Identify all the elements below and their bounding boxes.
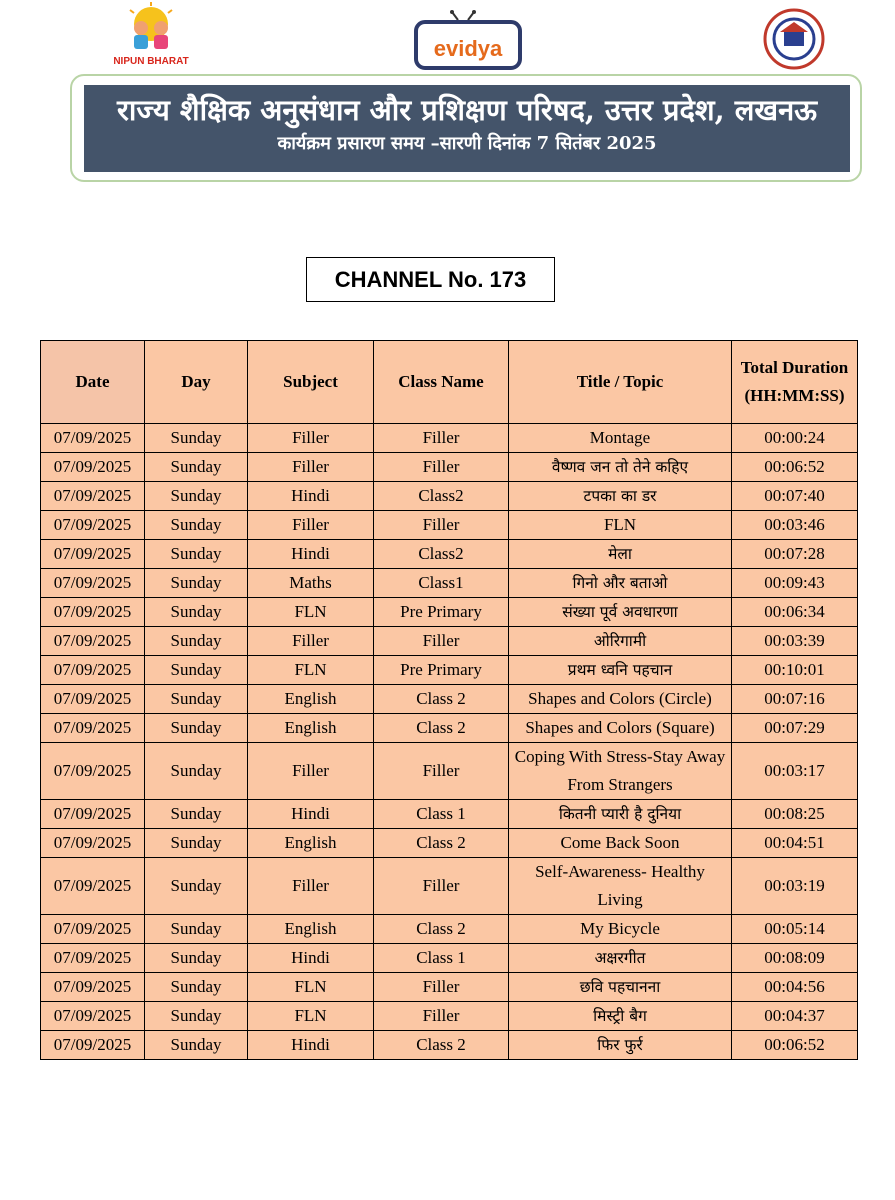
table-row	[41, 656, 858, 685]
cell-class-name: Class 2	[374, 714, 509, 743]
cell-title-topic: FLN	[509, 511, 732, 540]
cell-title-topic: प्रथम ध्वनि पहचान	[509, 656, 732, 685]
cell-date: 07/09/2025	[41, 685, 145, 714]
cell-class-name: Class 2	[374, 1031, 509, 1060]
schedule-table-body	[41, 424, 858, 1060]
cell-day: Sunday	[145, 540, 248, 569]
cell-date: 07/09/2025	[41, 540, 145, 569]
cell-class-name: Filler	[374, 858, 509, 915]
cell-date: 07/09/2025	[41, 714, 145, 743]
cell-class-name: Class 1	[374, 800, 509, 829]
table-row	[41, 482, 858, 511]
cell-date: 07/09/2025	[41, 944, 145, 973]
table-row	[41, 858, 858, 915]
evidya-logo-text: evidya	[433, 36, 503, 61]
cell-title-topic: छवि पहचानना	[509, 973, 732, 1002]
cell-date: 07/09/2025	[41, 973, 145, 1002]
nipun-logo-text: NIPUN BHARAT	[113, 56, 189, 67]
column-header-class-name: Class Name	[374, 341, 509, 424]
cell-subject: FLN	[248, 973, 374, 1002]
page-title: राज्य शैक्षिक अनुसंधान और प्रशिक्षण परिषद, उत्तर प्रदेश, लखनऊ	[116, 93, 818, 127]
cell-duration: 00:04:37	[732, 1002, 858, 1031]
cell-subject: Filler	[248, 743, 374, 800]
cell-class-name: Class 2	[374, 915, 509, 944]
cell-subject: Filler	[248, 424, 374, 453]
cell-duration: 00:04:56	[732, 973, 858, 1002]
table-row	[41, 453, 858, 482]
cell-class-name: Pre Primary	[374, 656, 509, 685]
cell-date: 07/09/2025	[41, 800, 145, 829]
table-row	[41, 540, 858, 569]
cell-day: Sunday	[145, 915, 248, 944]
cell-date: 07/09/2025	[41, 829, 145, 858]
column-header-subject: Subject	[248, 341, 374, 424]
cell-title-topic: Shapes and Colors (Square)	[509, 714, 732, 743]
channel-label: CHANNEL No. 173	[306, 257, 555, 302]
table-row	[41, 829, 858, 858]
cell-title-topic: Shapes and Colors (Circle)	[509, 685, 732, 714]
cell-date: 07/09/2025	[41, 598, 145, 627]
cell-day: Sunday	[145, 973, 248, 1002]
cell-title-topic: टपका का डर	[509, 482, 732, 511]
cell-day: Sunday	[145, 714, 248, 743]
table-row	[41, 714, 858, 743]
cell-duration: 00:08:09	[732, 944, 858, 973]
cell-day: Sunday	[145, 1031, 248, 1060]
cell-title-topic: मेला	[509, 540, 732, 569]
table-row	[41, 800, 858, 829]
table-header-row	[41, 341, 858, 424]
cell-class-name: Filler	[374, 743, 509, 800]
cell-day: Sunday	[145, 569, 248, 598]
cell-class-name: Class 1	[374, 944, 509, 973]
cell-class-name: Filler	[374, 627, 509, 656]
nipun-bharat-logo	[108, 2, 194, 74]
cell-duration: 00:10:01	[732, 656, 858, 685]
cell-duration: 00:08:25	[732, 800, 858, 829]
table-row	[41, 569, 858, 598]
cell-title-topic: संख्या पूर्व अवधारणा	[509, 598, 732, 627]
column-header-title-topic: Title / Topic	[509, 341, 732, 424]
cell-day: Sunday	[145, 511, 248, 540]
cell-day: Sunday	[145, 424, 248, 453]
cell-title-topic: Self-Awareness- Healthy Living	[509, 858, 732, 915]
cell-day: Sunday	[145, 627, 248, 656]
cell-subject: FLN	[248, 598, 374, 627]
cell-subject: Hindi	[248, 800, 374, 829]
cell-subject: Filler	[248, 453, 374, 482]
cell-class-name: Class1	[374, 569, 509, 598]
page-subtitle: कार्यक्रम प्रसारण समय –सारणी दिनांक 7 सितंबर 2025	[277, 133, 657, 154]
cell-class-name: Class2	[374, 482, 509, 511]
column-header-day: Day	[145, 341, 248, 424]
cell-date: 07/09/2025	[41, 858, 145, 915]
cell-title-topic: गिनो और बताओ	[509, 569, 732, 598]
cell-day: Sunday	[145, 944, 248, 973]
cell-subject: Hindi	[248, 482, 374, 511]
cell-title-topic: Montage	[509, 424, 732, 453]
column-header-date: Date	[41, 341, 145, 424]
cell-title-topic: Coping With Stress-Stay Away From Strangers	[509, 743, 732, 800]
cell-subject: Hindi	[248, 1031, 374, 1060]
cell-title-topic: कितनी प्यारी है दुनिया	[509, 800, 732, 829]
table-row	[41, 1002, 858, 1031]
cell-class-name: Filler	[374, 973, 509, 1002]
cell-duration: 00:07:28	[732, 540, 858, 569]
cell-duration: 00:07:40	[732, 482, 858, 511]
cell-duration: 00:07:29	[732, 714, 858, 743]
cell-day: Sunday	[145, 685, 248, 714]
table-row	[41, 685, 858, 714]
cell-duration: 00:06:34	[732, 598, 858, 627]
cell-day: Sunday	[145, 482, 248, 511]
cell-day: Sunday	[145, 656, 248, 685]
cell-duration: 00:00:24	[732, 424, 858, 453]
cell-class-name: Class2	[374, 540, 509, 569]
cell-date: 07/09/2025	[41, 627, 145, 656]
schedule-table	[40, 340, 858, 1060]
cell-day: Sunday	[145, 858, 248, 915]
cell-subject: FLN	[248, 656, 374, 685]
cell-class-name: Class 2	[374, 685, 509, 714]
cell-subject: Filler	[248, 858, 374, 915]
cell-title-topic: अक्षरगीत	[509, 944, 732, 973]
cell-subject: English	[248, 829, 374, 858]
cell-subject: English	[248, 915, 374, 944]
table-row	[41, 598, 858, 627]
cell-class-name: Filler	[374, 1002, 509, 1031]
cell-subject: FLN	[248, 1002, 374, 1031]
table-row	[41, 973, 858, 1002]
cell-date: 07/09/2025	[41, 511, 145, 540]
cell-subject: Maths	[248, 569, 374, 598]
table-row	[41, 627, 858, 656]
cell-date: 07/09/2025	[41, 915, 145, 944]
cell-day: Sunday	[145, 829, 248, 858]
cell-date: 07/09/2025	[41, 569, 145, 598]
cell-subject: English	[248, 685, 374, 714]
cell-class-name: Pre Primary	[374, 598, 509, 627]
cell-duration: 00:03:17	[732, 743, 858, 800]
scert-seal-icon	[750, 8, 838, 70]
cell-date: 07/09/2025	[41, 1002, 145, 1031]
cell-duration: 00:03:46	[732, 511, 858, 540]
cell-day: Sunday	[145, 1002, 248, 1031]
cell-day: Sunday	[145, 453, 248, 482]
cell-title-topic: Come Back Soon	[509, 829, 732, 858]
cell-day: Sunday	[145, 598, 248, 627]
cell-class-name: Class 2	[374, 829, 509, 858]
cell-subject: English	[248, 714, 374, 743]
table-row	[41, 1031, 858, 1060]
table-row	[41, 424, 858, 453]
table-row	[41, 915, 858, 944]
cell-subject: Filler	[248, 627, 374, 656]
cell-title-topic: वैष्णव जन तो तेने कहिए	[509, 453, 732, 482]
cell-class-name: Filler	[374, 511, 509, 540]
cell-date: 07/09/2025	[41, 482, 145, 511]
table-row	[41, 743, 858, 800]
cell-duration: 00:06:52	[732, 1031, 858, 1060]
cell-day: Sunday	[145, 800, 248, 829]
cell-duration: 00:03:39	[732, 627, 858, 656]
cell-duration: 00:04:51	[732, 829, 858, 858]
cell-subject: Hindi	[248, 944, 374, 973]
cell-duration: 00:03:19	[732, 858, 858, 915]
cell-day: Sunday	[145, 743, 248, 800]
cell-class-name: Filler	[374, 424, 509, 453]
header-banner	[84, 85, 850, 172]
cell-subject: Hindi	[248, 540, 374, 569]
cell-title-topic: ओरिगामी	[509, 627, 732, 656]
cell-title-topic: My Bicycle	[509, 915, 732, 944]
cell-duration: 00:06:52	[732, 453, 858, 482]
evidya-logo	[412, 10, 524, 72]
cell-duration: 00:07:16	[732, 685, 858, 714]
cell-date: 07/09/2025	[41, 424, 145, 453]
cell-date: 07/09/2025	[41, 453, 145, 482]
table-row	[41, 944, 858, 973]
table-row	[41, 511, 858, 540]
cell-duration: 00:09:43	[732, 569, 858, 598]
cell-subject: Filler	[248, 511, 374, 540]
cell-date: 07/09/2025	[41, 1031, 145, 1060]
cell-class-name: Filler	[374, 453, 509, 482]
cell-date: 07/09/2025	[41, 743, 145, 800]
cell-duration: 00:05:14	[732, 915, 858, 944]
cell-date: 07/09/2025	[41, 656, 145, 685]
column-header-total-duration: Total Duration (HH:MM:SS)	[732, 341, 858, 424]
cell-title-topic: मिस्ट्री बैग	[509, 1002, 732, 1031]
cell-title-topic: फिर फुर्र	[509, 1031, 732, 1060]
